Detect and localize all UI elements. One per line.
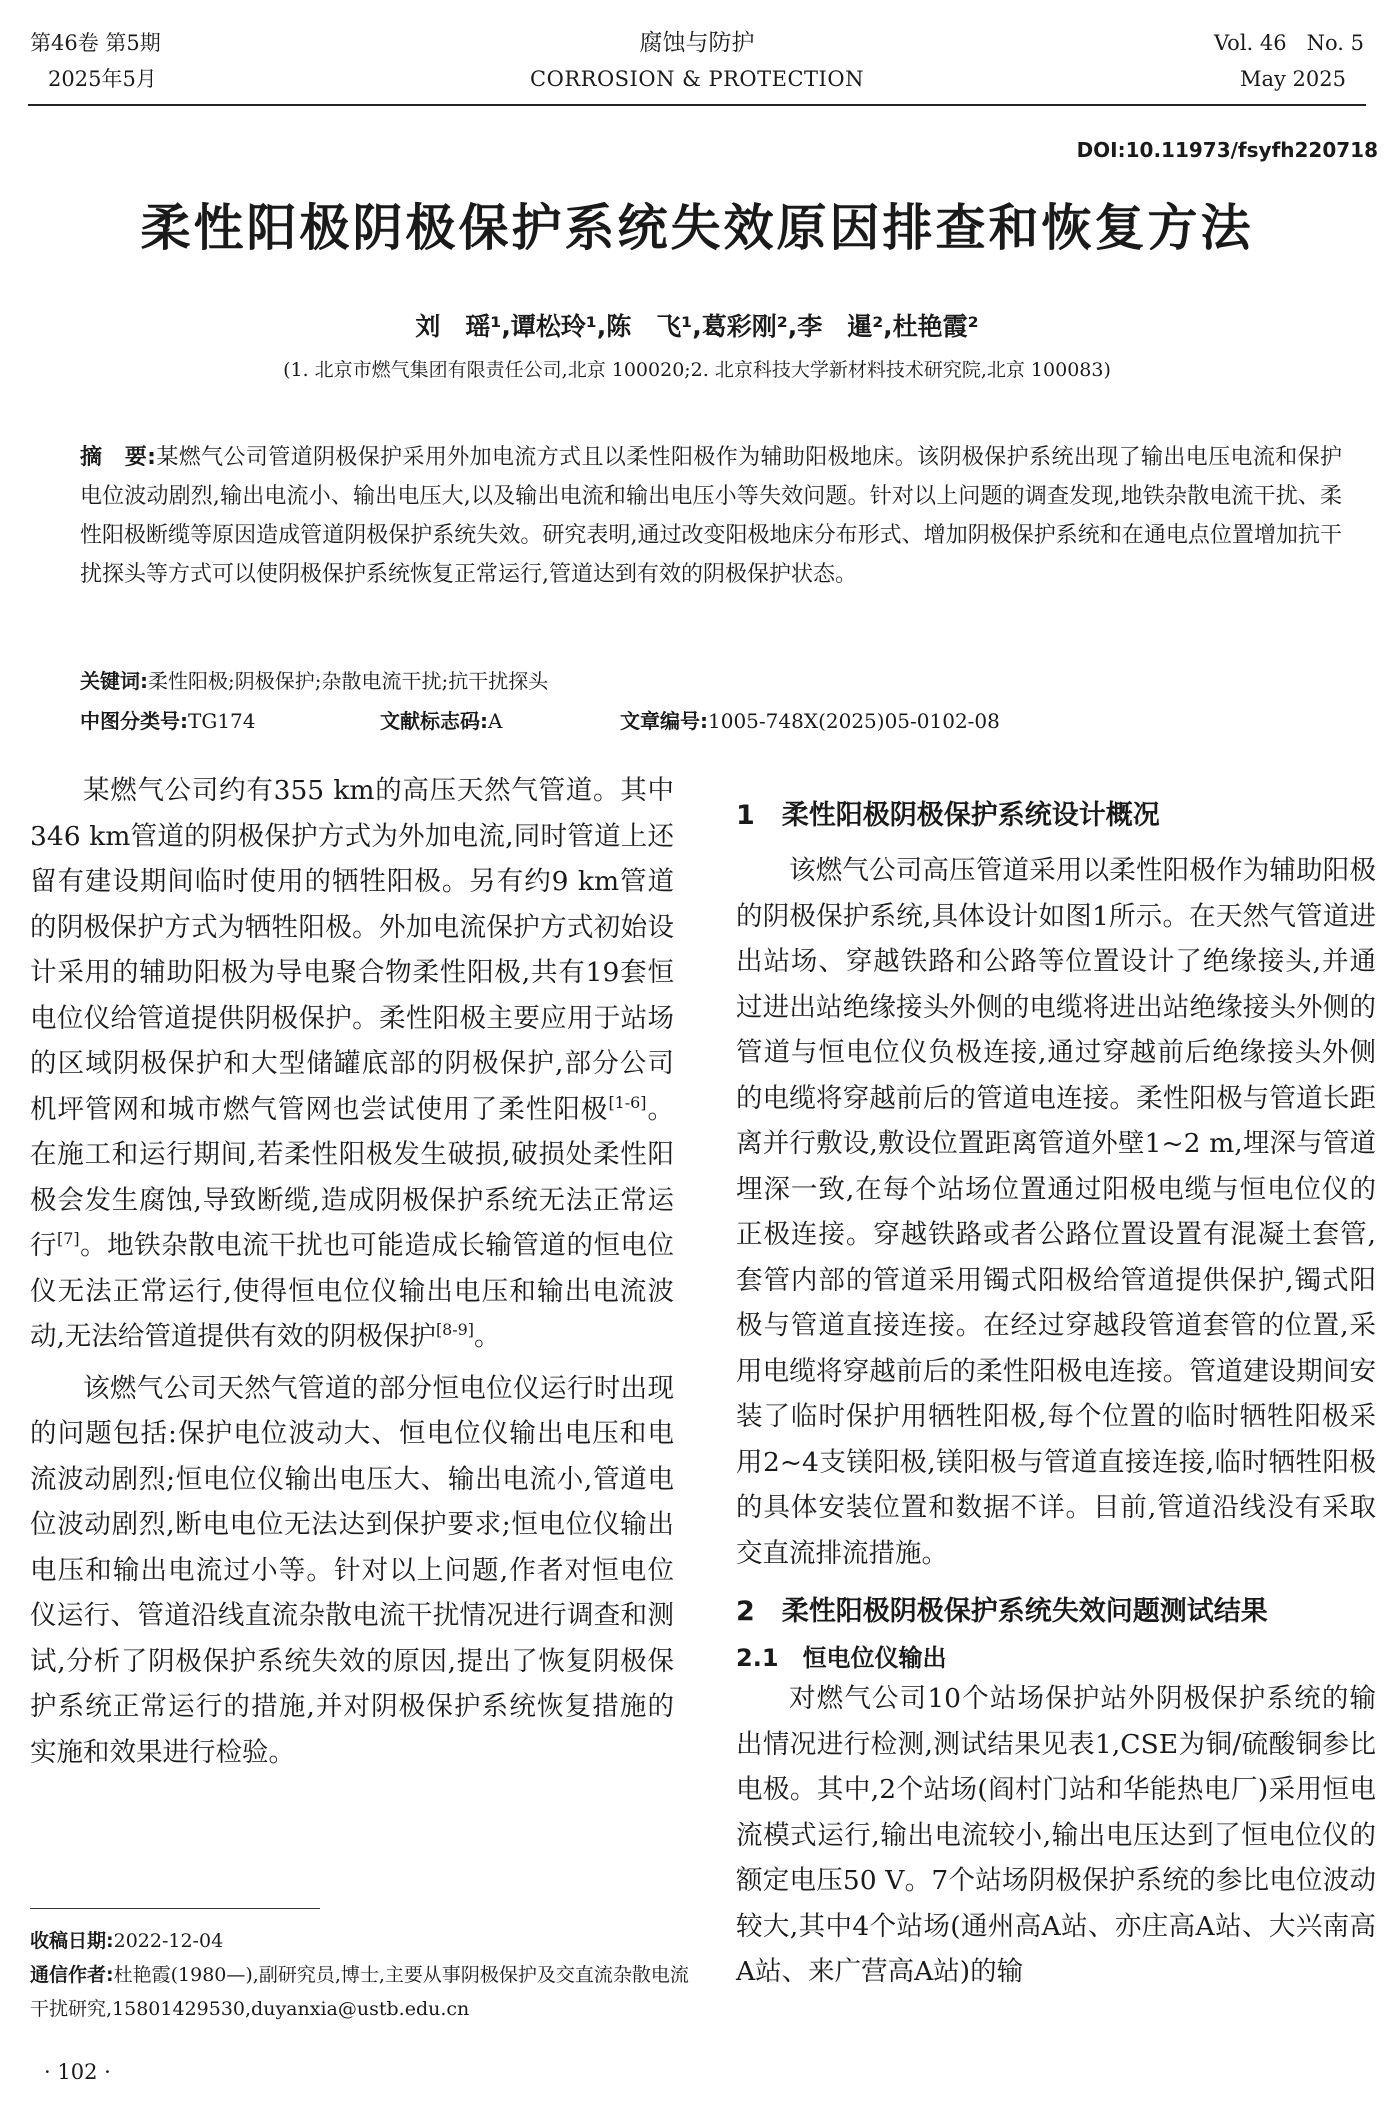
section-2-1-paragraph: 对燃气公司10个站场保护站外阴极保护系统的输出情况进行检测,测试结果见表1,CSE为铜/硫酸铜参比电极。其中,2个站场(阎村门站和华能热电厂)采用恒电流模式运行,输出电流较小,输出电压达到了恒电位仪的额定电压50 V。7个站场阴极保护系统的参比电位波动较大,其中4个站场(通州高A站、亦庄高A站、大兴南高A站、来广营高A站)的输: [736, 1683, 1376, 1987]
intro-paragraph-1: [30, 768, 674, 1360]
doc-code-label: 文献标志码:: [380, 709, 488, 733]
header-month-year: May 2025: [1239, 67, 1346, 91]
document-code: [380, 706, 502, 736]
header-vol-no: Vol. 46 No. 5: [1213, 31, 1364, 55]
article-number-label: 文章编号:: [620, 709, 708, 733]
header-rule: [28, 104, 1366, 106]
received-date: [30, 1924, 690, 1958]
corresponding-author: [30, 1958, 690, 2026]
contact-value: 杜艳霞(1980—),副研究员,博士,主要从事阴极保护及交直流杂散电流干扰研究,15801429530,duyanxia@ustb.edu.cn: [30, 1964, 689, 2020]
header-volume-issue: 第46卷 第5期: [30, 31, 161, 55]
clc-value: TG174: [188, 709, 256, 733]
journal-name-en: CORROSION & PROTECTION: [530, 67, 864, 91]
page-number: · 102 ·: [44, 2060, 111, 2084]
intro-p1-text: 某燃气公司约有355 km的高压天然气管道。其中346 km管道的阴极保护方式为外加电流,同时管道上还留有建设期间临时使用的牺牲阳极。另有约9 km管道的阴极保护方式为牺牲阳极。外加电流保护方式初始设计采用的辅助阳极为导电聚合物柔性阳极,共有19套恒电位仪给管道提供阴极保护。柔性阳极主要应用于站场的区域阴极保护和大型储罐底部的阴极保护,部分公司机坪管网和城市燃气管网也尝试使用了柔性阳极: [30, 775, 674, 1125]
journal-name-cn: 腐蚀与防护: [639, 30, 755, 56]
paper-title: 柔性阳极阴极保护系统失效原因排查和恢复方法: [140, 199, 1254, 257]
keywords-text: 柔性阳极;阴极保护;杂散电流干扰;抗干扰探头: [148, 669, 549, 693]
header-date: 2025年5月: [48, 67, 157, 91]
section-1-heading: 1 柔性阳极阴极保护系统设计概况: [736, 800, 1160, 831]
article-number-value: 1005-748X(2025)05-0102-08: [708, 709, 1000, 733]
citation: [8-9]: [435, 1320, 474, 1340]
received-value: 2022-12-04: [113, 1930, 224, 1952]
abstract-label: 摘 要:: [80, 445, 156, 470]
clc-number: [80, 706, 256, 736]
citation: [7]: [57, 1229, 80, 1249]
abstract-text: 某燃气公司管道阴极保护采用外加电流方式且以柔性阳极作为辅助阳极地床。该阴极保护系统出现了输出电压电流和保护电位波动剧烈,输出电流小、输出电压大,以及输出电流和输出电压小等失效问题。针对以上问题的调查发现,地铁杂散电流干扰、柔性阳极断缆等原因造成管道阴极保护系统失效。研究表明,通过改变阳极地床分布形式、增加阴极保护系统和在通电点位置增加抗干扰探头等方式可以使阴极保护系统恢复正常运行,管道达到有效的阴极保护状态。: [80, 445, 1342, 587]
intro-p1-text-d: 。: [473, 1321, 501, 1352]
abstract: [80, 438, 1342, 594]
clc-label: 中图分类号:: [80, 709, 188, 733]
section-2-heading: 2 柔性阳极阴极保护系统失效问题测试结果: [736, 1596, 1268, 1627]
affiliations: (1. 北京市燃气集团有限责任公司,北京 100020;2. 北京科技大学新材料技术研究院,北京 100083): [283, 359, 1111, 381]
doi: DOI:10.11973/fsyfh220718: [1076, 138, 1378, 162]
contact-label: 通信作者:: [30, 1964, 114, 1986]
citation: [1-6]: [608, 1092, 647, 1112]
intro-p1-text-c: 。地铁杂散电流干扰也可能造成长输管道的恒电位仪无法正常运行,使得恒电位仪输出电压和输出电流波动,无法给管道提供有效的阴极保护: [30, 1230, 675, 1352]
section-2-1-heading: 2.1 恒电位仪输出: [736, 1644, 947, 1672]
intro-p1-text-b: 。在施工和运行期间,若柔性阳极发生破损,破损处柔性阳极会发生腐蚀,导致断缆,造成阴极保护系统无法正常运行: [30, 1093, 675, 1261]
received-label: 收稿日期:: [30, 1930, 114, 1952]
right-column: [736, 796, 1376, 1995]
author-list: 刘 瑶¹,谭松玲¹,陈 飞¹,葛彩刚²,李 暹²,杜艳霞²: [415, 312, 979, 341]
intro-paragraph-2: 该燃气公司天然气管道的部分恒电位仪运行时出现的问题包括:保护电位波动大、恒电位仪输出电压和电流波动剧烈;恒电位仪输出电压大、输出电流小,管道电位波动剧烈,断电电位无法达到保护要求;恒电位仪输出电压和输出电流过小等。针对以上问题,作者对恒电位仪运行、管道沿线直流杂散电流干扰情况进行调查和测试,分析了阴极保护系统失效的原因,提出了恢复阴极保护系统正常运行的措施,并对阴极保护系统恢复措施的实施和效果进行检验。: [30, 1372, 674, 1768]
section-1-paragraph: 该燃气公司高压管道采用以柔性阳极作为辅助阳极的阴极保护系统,具体设计如图1所示。在天然气管道进出站场、穿越铁路和公路等位置设计了绝缘接头,并通过进出站绝缘接头外侧的电缆将进出站绝缘接头外侧的管道与恒电位仪负极连接,通过穿越前后绝缘接头外侧的电缆将穿越前后的管道电连接。柔性阳极与管道长距离并行敷设,敷设位置距离管道外壁1~2 m,埋深与管道埋深一致,在每个站场位置通过阳极电缆与恒电位仪的正极连接。穿越铁路或者公路位置设置有混凝土套管,套管内部的管道采用镯式阳极给管道提供保护,镯式阳极与管道直接连接。在经过穿越段管道套管的位置,采用电缆将穿越前后的柔性阳极电连接。管道建设期间安装了临时保护用牺牲阳极,每个位置的临时牺牲阳极采用2~4支镁阳极,镁阳极与管道直接连接,临时牺牲阳极的具体安装位置和数据不详。目前,管道沿线没有采取交直流排流措施。: [736, 855, 1376, 1569]
left-column: [30, 768, 674, 1775]
keywords: [80, 666, 548, 696]
keywords-label: 关键词:: [80, 669, 148, 693]
footnote-rule: [30, 1908, 320, 1909]
footnote: [30, 1924, 690, 2026]
article-number: [620, 706, 1000, 736]
doc-code-value: A: [488, 709, 503, 733]
